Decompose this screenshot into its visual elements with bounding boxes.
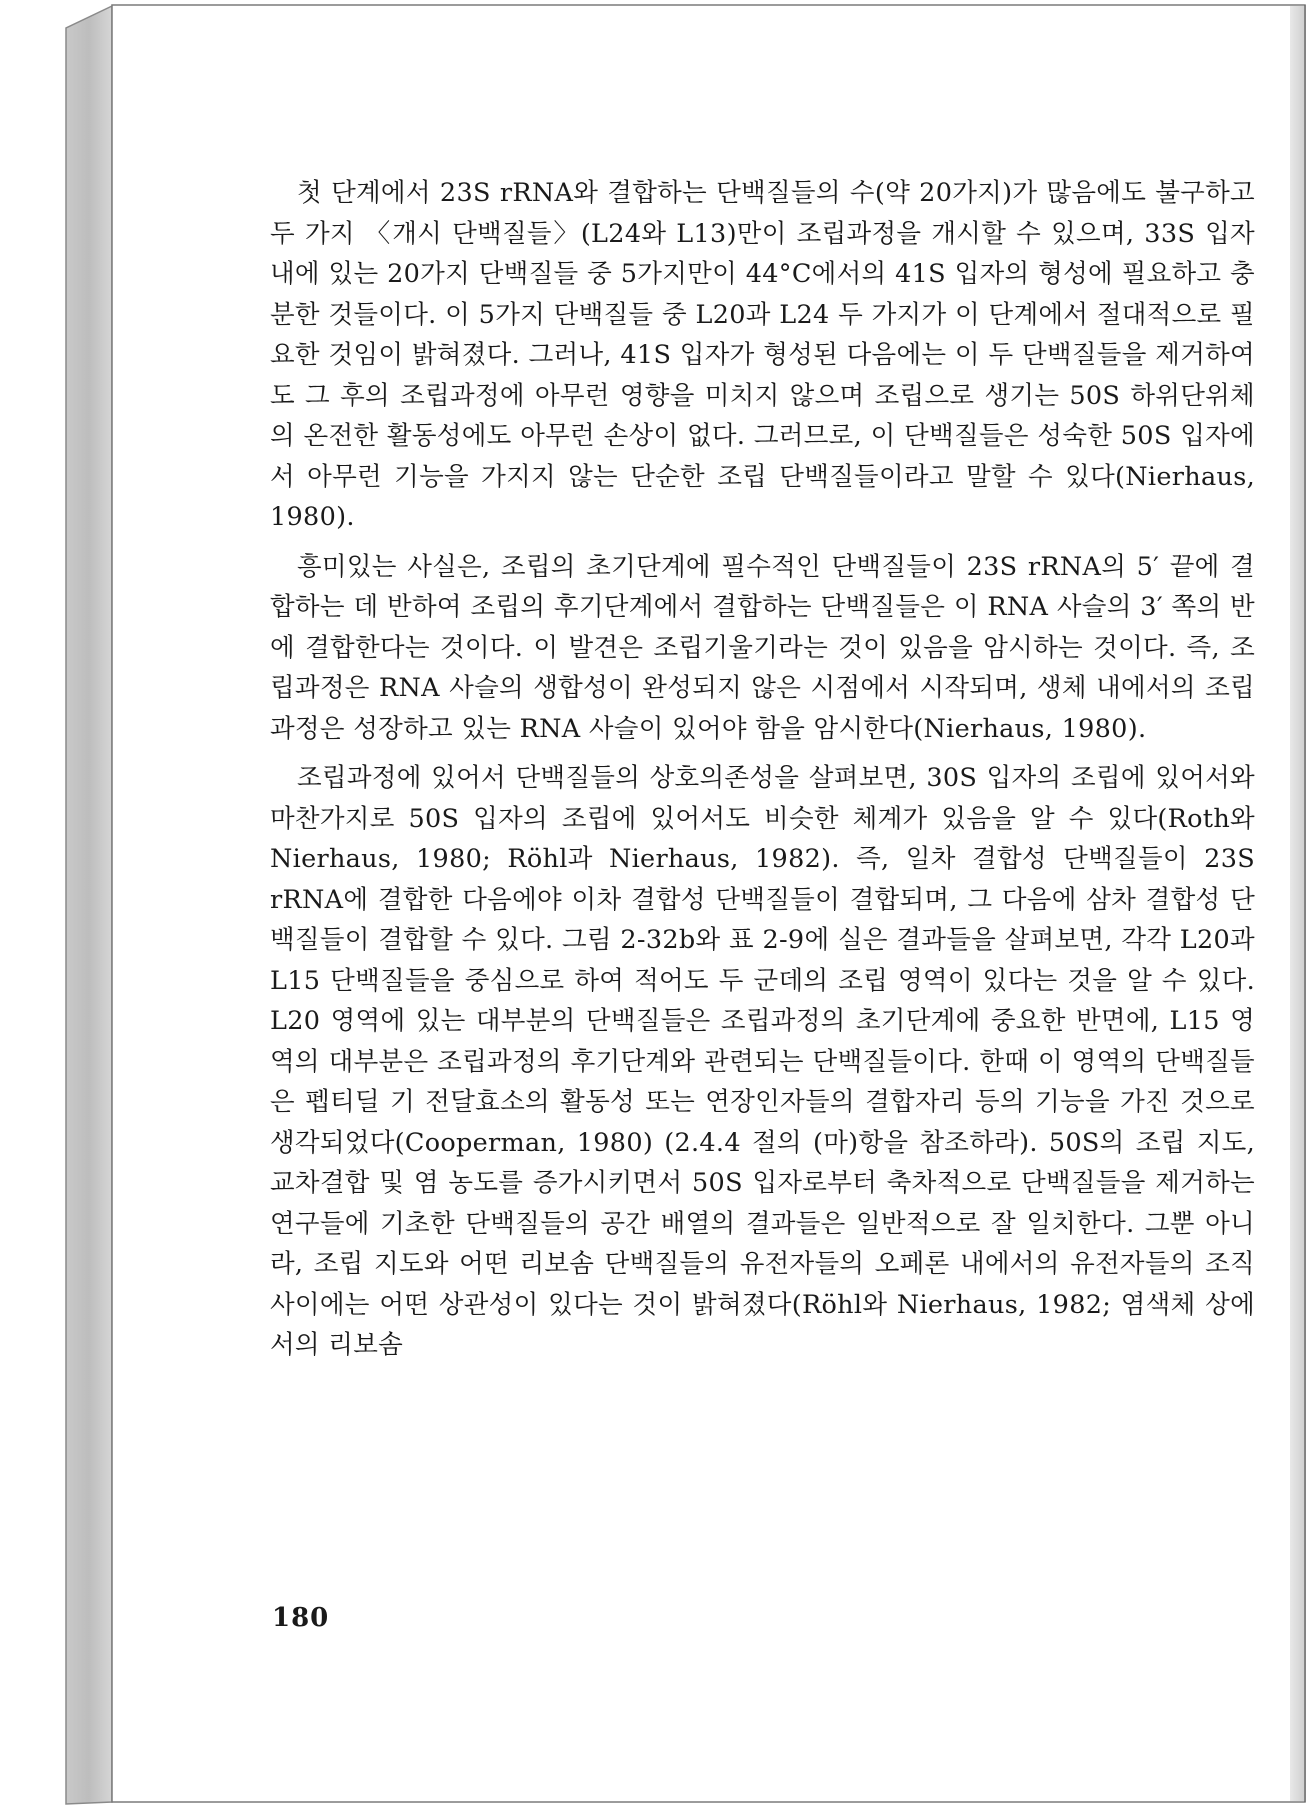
body-text [270,173,1255,1366]
paragraph: 첫 단계에서 23S rRNA와 결합하는 단백질들의 수(약 20가지)가 많음에도 불구하고 두 가지 〈개시 단백질들〉(L24와 L13)만이 조립과정을 개시할 수 있으며, 33S 입자 내에 있는 20가지 단백질들 중 5가지만이 44°C에서의 41S 입자의 형성에 필요하고 충분한 것들이다. 이 5가지 단백질들 중 L20과 L24 두 가지가 이 단계에서 절대적으로 필요한 것임이 밝혀졌다. 그러나, 41S 입자가 형성된 다음에는 이 두 단백질들을 제거하여도 그 후의 조립과정에 아무런 영향을 미치지 않으며 조립으로 생기는 50S 하위단위체의 온전한 활동성에도 아무런 손상이 없다. 그러므로, 이 단백질들은 성숙한 50S 입자에서 아무런 기능을 가지지 않는 단순한 조립 단백질들이라고 말할 수 있다(Nierhaus, 1980). [270,178,1255,532]
paragraph: 조립과정에 있어서 단백질들의 상호의존성을 살펴보면, 30S 입자의 조립에 있어서와 마찬가지로 50S 입자의 조립에 있어서도 비슷한 체계가 있음을 알 수 있다(Roth와 Nierhaus, 1980; Röhl과 Nierhaus, 1982). 즉, 일차 결합성 단백질들이 23S rRNA에 결합한 다음에야 이차 결합성 단백질들이 결합되며, 그 다음에 삼차 결합성 단백질들이 결합할 수 있다. 그림 2-32b와 표 2-9에 실은 결과들을 살펴보면, 각각 L20과 L15 단백질들을 중심으로 하여 적어도 두 군데의 조립 영역이 있다는 것을 알 수 있다. L20 영역에 있는 대부분의 단백질들은 조립과정의 초기단계에 중요한 반면에, L15 영역의 대부분은 조립과정의 후기단계와 관련되는 단백질들이다. 한때 이 영역의 단백질들은 펩티딜 기 전달효소의 활동성 또는 연장인자들의 결합자리 등의 기능을 가진 것으로 생각되었다(Cooperman, 1980) (2.4.4 절의 (마)항을 참조하라). 50S의 조립 지도, 교차결합 및 염 농도를 증가시키면서 50S 입자로부터 축차적으로 단백질들을 제거하는 연구들에 기초한 단백질들의 공간 배열의 결과들은 일반적으로 잘 일치한다. 그뿐 아니라, 조립 지도와 어떤 리보솜 단백질들의 유전자들의 오페론 내에서의 유전자들의 조직 사이에는 어떤 상관성이 있다는 것이 밝혀졌다(Röhl와 Nierhaus, 1982; 염색체 상에서의 리보솜 [270,763,1255,1360]
page [112,5,1307,1802]
page-number: 180 [272,1603,330,1633]
paragraph: 흥미있는 사실은, 조립의 초기단계에 필수적인 단백질들이 23S rRNA의 5′ 끝에 결합하는 데 반하여 조립의 후기단계에서 결합하는 단백질들은 이 RNA 사슬의 3′ 쪽의 반에 결합한다는 것이다. 이 발견은 조립기울기라는 것이 있음을 암시하는 것이다. 즉, 조립과정은 RNA 사슬의 생합성이 완성되지 않은 시점에서 시작되며, 생체 내에서의 조립과정은 성장하고 있는 RNA 사슬이 있어야 함을 암시한다(Nierhaus, 1980). [270,551,1255,744]
